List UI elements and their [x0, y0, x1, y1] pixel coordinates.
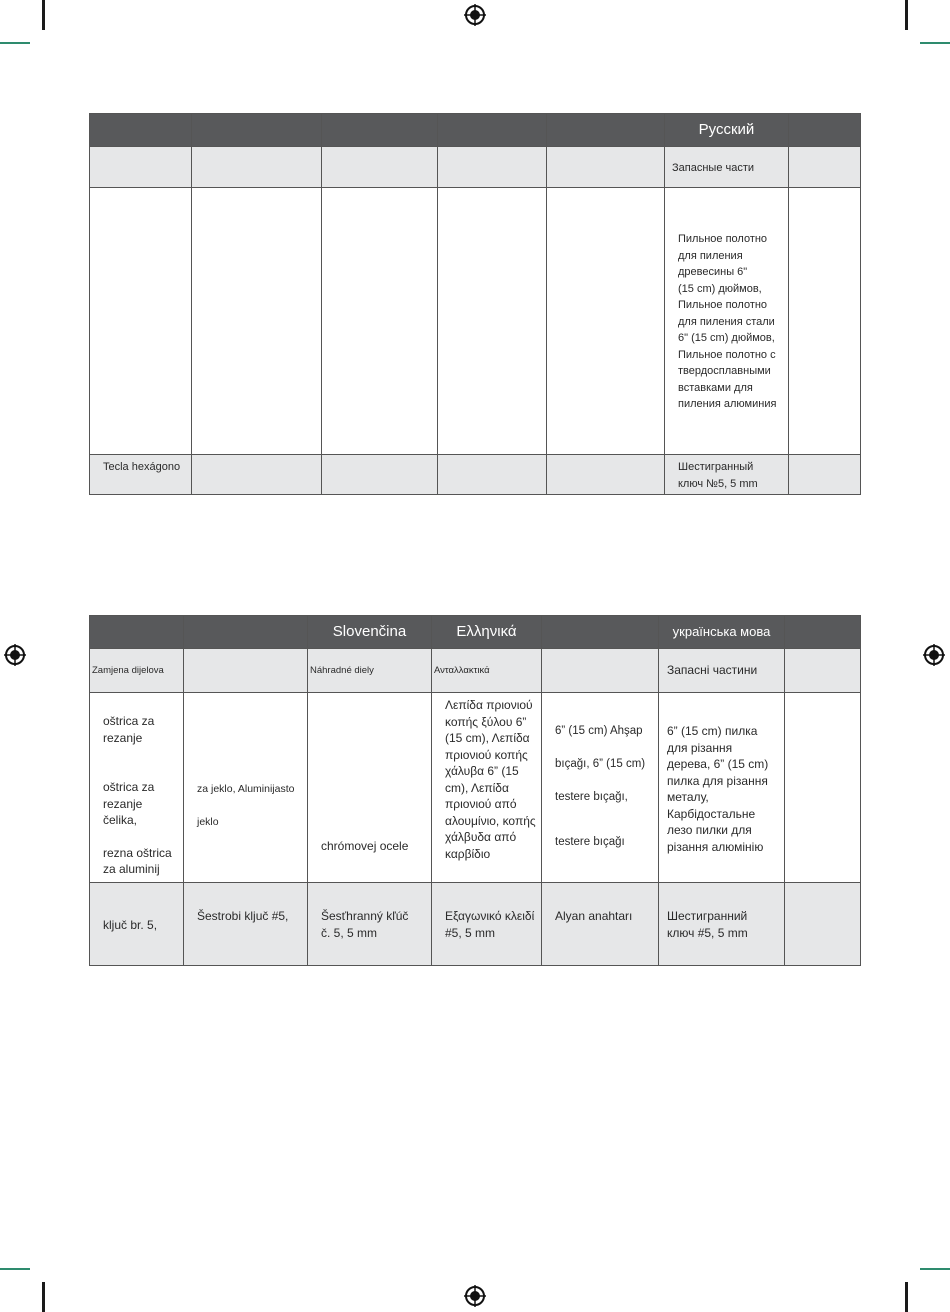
blades-text-ru: Пильное полотно для пиления древесины 6" (15 cm) дюймов, Пильное полотно для пиления стали 6" (15 cm) дюймов, Пильное полотно с твердосплавными вставками для пиления алюминия [678, 233, 777, 410]
header-cell [547, 114, 665, 147]
table-row [90, 147, 861, 188]
hex-key-hr: ključ br. 5, [103, 918, 158, 932]
crop-mark-bottom-right [905, 1282, 908, 1312]
blades-text-tr: 6” (15 cm) Ahşap bıçağı, 6” (15 cm) testere bıçağı, testere bıçağı [555, 725, 646, 848]
table-header-row [90, 616, 861, 649]
header-cell [90, 616, 184, 649]
registration-mark-icon [464, 4, 486, 26]
crop-mark-left-top [0, 42, 30, 44]
blades-text-el: Λεπίδα πριονιού κοπής ξύλου 6” (15 cm), Λεπίδα πριονιού κοπής χάλυβα 6” (15 cm), Λεπίδα πριονιού από αλουμίνιο, κοπής χάλβυδα από καρβίδιο [445, 698, 536, 861]
table-header-row [90, 114, 861, 147]
crop-mark-right-top [920, 42, 950, 44]
hex-key-uk: Шестигранний ключ #5, 5 mm [667, 909, 748, 940]
table-row [90, 693, 861, 883]
header-cell [542, 616, 659, 649]
registration-mark-icon [923, 644, 945, 666]
registration-mark-icon [4, 644, 26, 666]
header-cell-ukrainian: українська мова [659, 616, 785, 649]
hex-key-tr: Alyan anahtarı [555, 909, 633, 923]
header-cell [789, 114, 861, 147]
hex-key-el: Εξαγωνικό κλειδί #5, 5 mm [445, 909, 535, 940]
hex-key-sl: Šestrobi ključ #5, [197, 909, 289, 923]
spare-parts-table-1 [89, 113, 861, 495]
crop-mark-right-bottom [920, 1268, 950, 1270]
table-row [90, 649, 861, 693]
parts-label-ru: Запасные части [672, 162, 755, 174]
hex-key-label-ru: Шестигранный ключ №5, 5 mm [678, 461, 758, 490]
header-cell-russian: Русский [665, 114, 789, 147]
hex-key-sk: Šesťhranný kľúč č. 5, 5 mm [321, 909, 409, 940]
spare-parts-table-2 [89, 615, 861, 966]
header-cell [184, 616, 308, 649]
crop-mark-bottom-left [42, 1282, 45, 1312]
hex-key-label: Tecla hexágono [103, 461, 181, 473]
blades-text-hr: oštrica za rezanje oštrica za rezanje čelika, rezna oštrica za aluminij [103, 714, 172, 876]
parts-label-hr: Zamjena dijelova [92, 665, 164, 676]
header-cell [438, 114, 547, 147]
parts-label-uk: Запасні частини [667, 663, 758, 677]
header-cell [90, 114, 192, 147]
crop-mark-left-bottom [0, 1268, 30, 1270]
parts-label-el: Ανταλλακτικά [434, 665, 490, 676]
header-cell-slovak: Slovenčina [308, 616, 432, 649]
blades-text-sl-2: jeklo [197, 816, 219, 828]
crop-mark-top-left [42, 0, 45, 30]
header-cell [785, 616, 861, 649]
table-row [90, 188, 861, 455]
crop-mark-top-right [905, 0, 908, 30]
parts-label-sk: Náhradné diely [310, 665, 374, 676]
table-row [90, 883, 861, 966]
table-row [90, 455, 861, 495]
header-cell [192, 114, 322, 147]
blades-text-sl-1: za jeklo, Aluminijasto [197, 783, 295, 795]
blades-text-uk: 6” (15 cm) пилка для різання дерева, 6” (15 cm) пилка для різання металу, Карбідостальне лезо пилки для різання алюмінію [667, 724, 769, 854]
header-cell-greek: Ελληνικά [432, 616, 542, 649]
registration-mark-icon [464, 1285, 486, 1307]
blades-text-sk: chrómovej ocele [321, 839, 409, 853]
header-cell [322, 114, 438, 147]
